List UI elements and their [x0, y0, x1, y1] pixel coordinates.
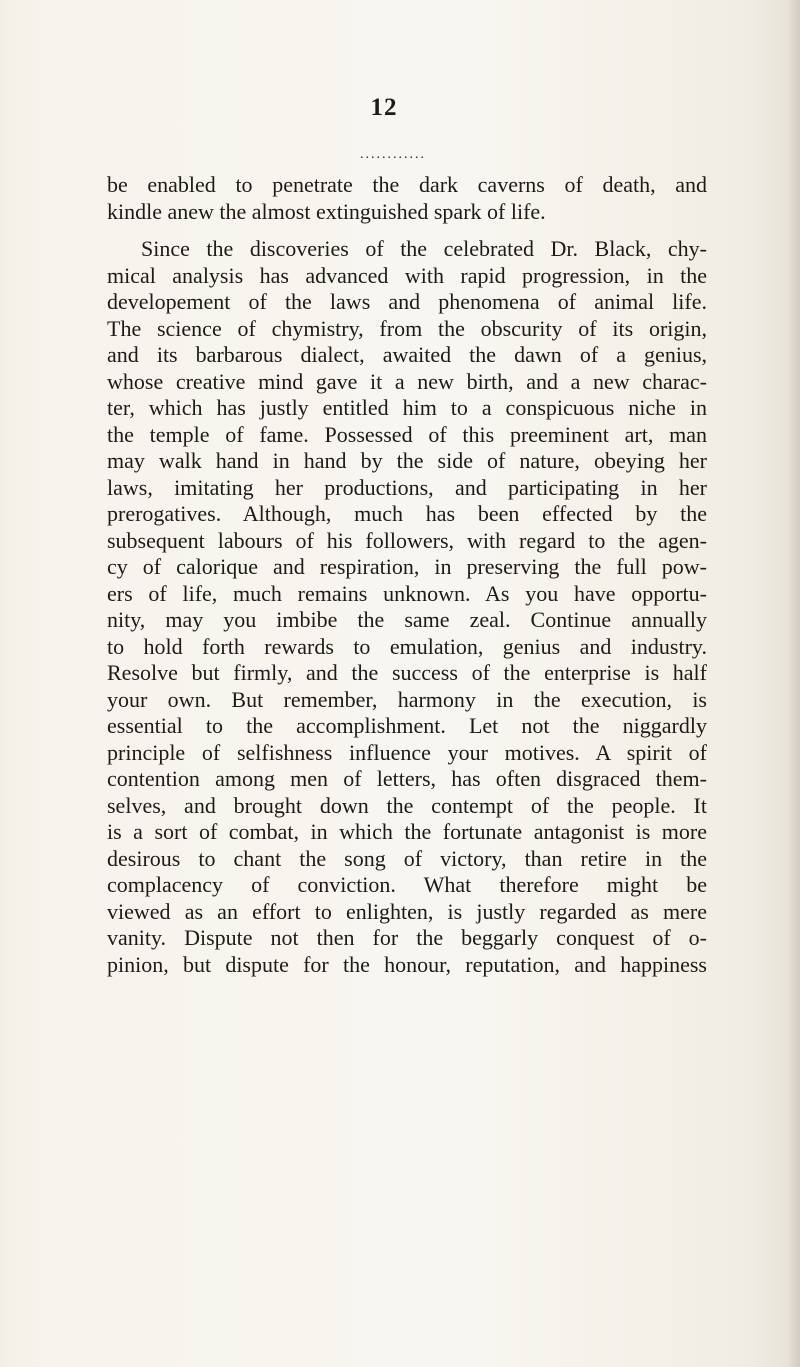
page-edge-shadow [786, 0, 800, 1367]
text-line: kindle anew the almost extinguished spark of life. [107, 198, 546, 224]
text-line: desirous to chant the song of victory, than retire in the [107, 845, 707, 871]
text-line: Resolve but firmly, and the success of the enterprise is half [107, 660, 707, 685]
text-line: laws, imitating her productions, and participating in her [107, 474, 707, 500]
text-line: ter, which has justly entitled him to a conspicuous niche in [107, 395, 707, 420]
paragraph-gap [107, 225, 707, 236]
body-text [107, 172, 707, 978]
text-line: is a sort of combat, in which the fortunate antagonist is more [107, 819, 707, 844]
text-line: viewed as an effort to enlighten, is justly regarded as mere [107, 898, 707, 924]
page-number: 12 [370, 94, 398, 121]
text-line: prerogatives. Although, much has been effected by the [107, 501, 707, 526]
text-line: ers of life, much remains unknown. As you have opportu- [107, 580, 707, 606]
text-line: and its barbarous dialect, awaited the dawn of a genius, [107, 342, 707, 367]
text-line: cy of calorique and respiration, in preserving the full pow- [107, 554, 707, 579]
text-line: pinion, but dispute for the honour, reputation, and happiness [107, 951, 707, 977]
text-line: subsequent labours of his followers, with regard to the agen- [107, 527, 707, 553]
paragraph-1 [107, 172, 707, 225]
paragraph-2 [107, 236, 707, 978]
text-line: nity, may you imbibe the same zeal. Continue annually [107, 607, 707, 632]
text-line: your own. But remember, harmony in the execution, is [107, 686, 707, 712]
text-line: vanity. Dispute not then for the beggarly conquest of o- [107, 925, 707, 950]
text-line: may walk hand in hand by the side of nature, obeying her [107, 448, 707, 473]
text-line: essential to the accomplishment. Let not the niggardly [107, 713, 707, 738]
text-line: the temple of fame. Possessed of this preeminent art, man [107, 421, 707, 447]
text-line: The science of chymistry, from the obscurity of its origin, [107, 315, 707, 341]
text-line: developement of the laws and phenomena of animal life. [107, 289, 707, 314]
text-line: contention among men of letters, has often disgraced them- [107, 766, 707, 791]
text-line: mical analysis has advanced with rapid progression, in the [107, 262, 707, 288]
text-line: principle of selfishness influence your motives. A spirit of [107, 739, 707, 765]
text-line: be enabled to penetrate the dark caverns of death, and [107, 172, 707, 197]
text-line: complacency of conviction. What therefore might be [107, 872, 707, 897]
text-line: selves, and brought down the contempt of the people. It [107, 792, 707, 818]
dotted-rule: ............ [360, 148, 426, 162]
text-line: to hold forth rewards to emulation, genius and industry. [107, 633, 707, 659]
text-line: whose creative mind gave it a new birth, and a new charac- [107, 368, 707, 394]
text-line: Since the discoveries of the celebrated Dr. Black, chy- [141, 236, 707, 261]
